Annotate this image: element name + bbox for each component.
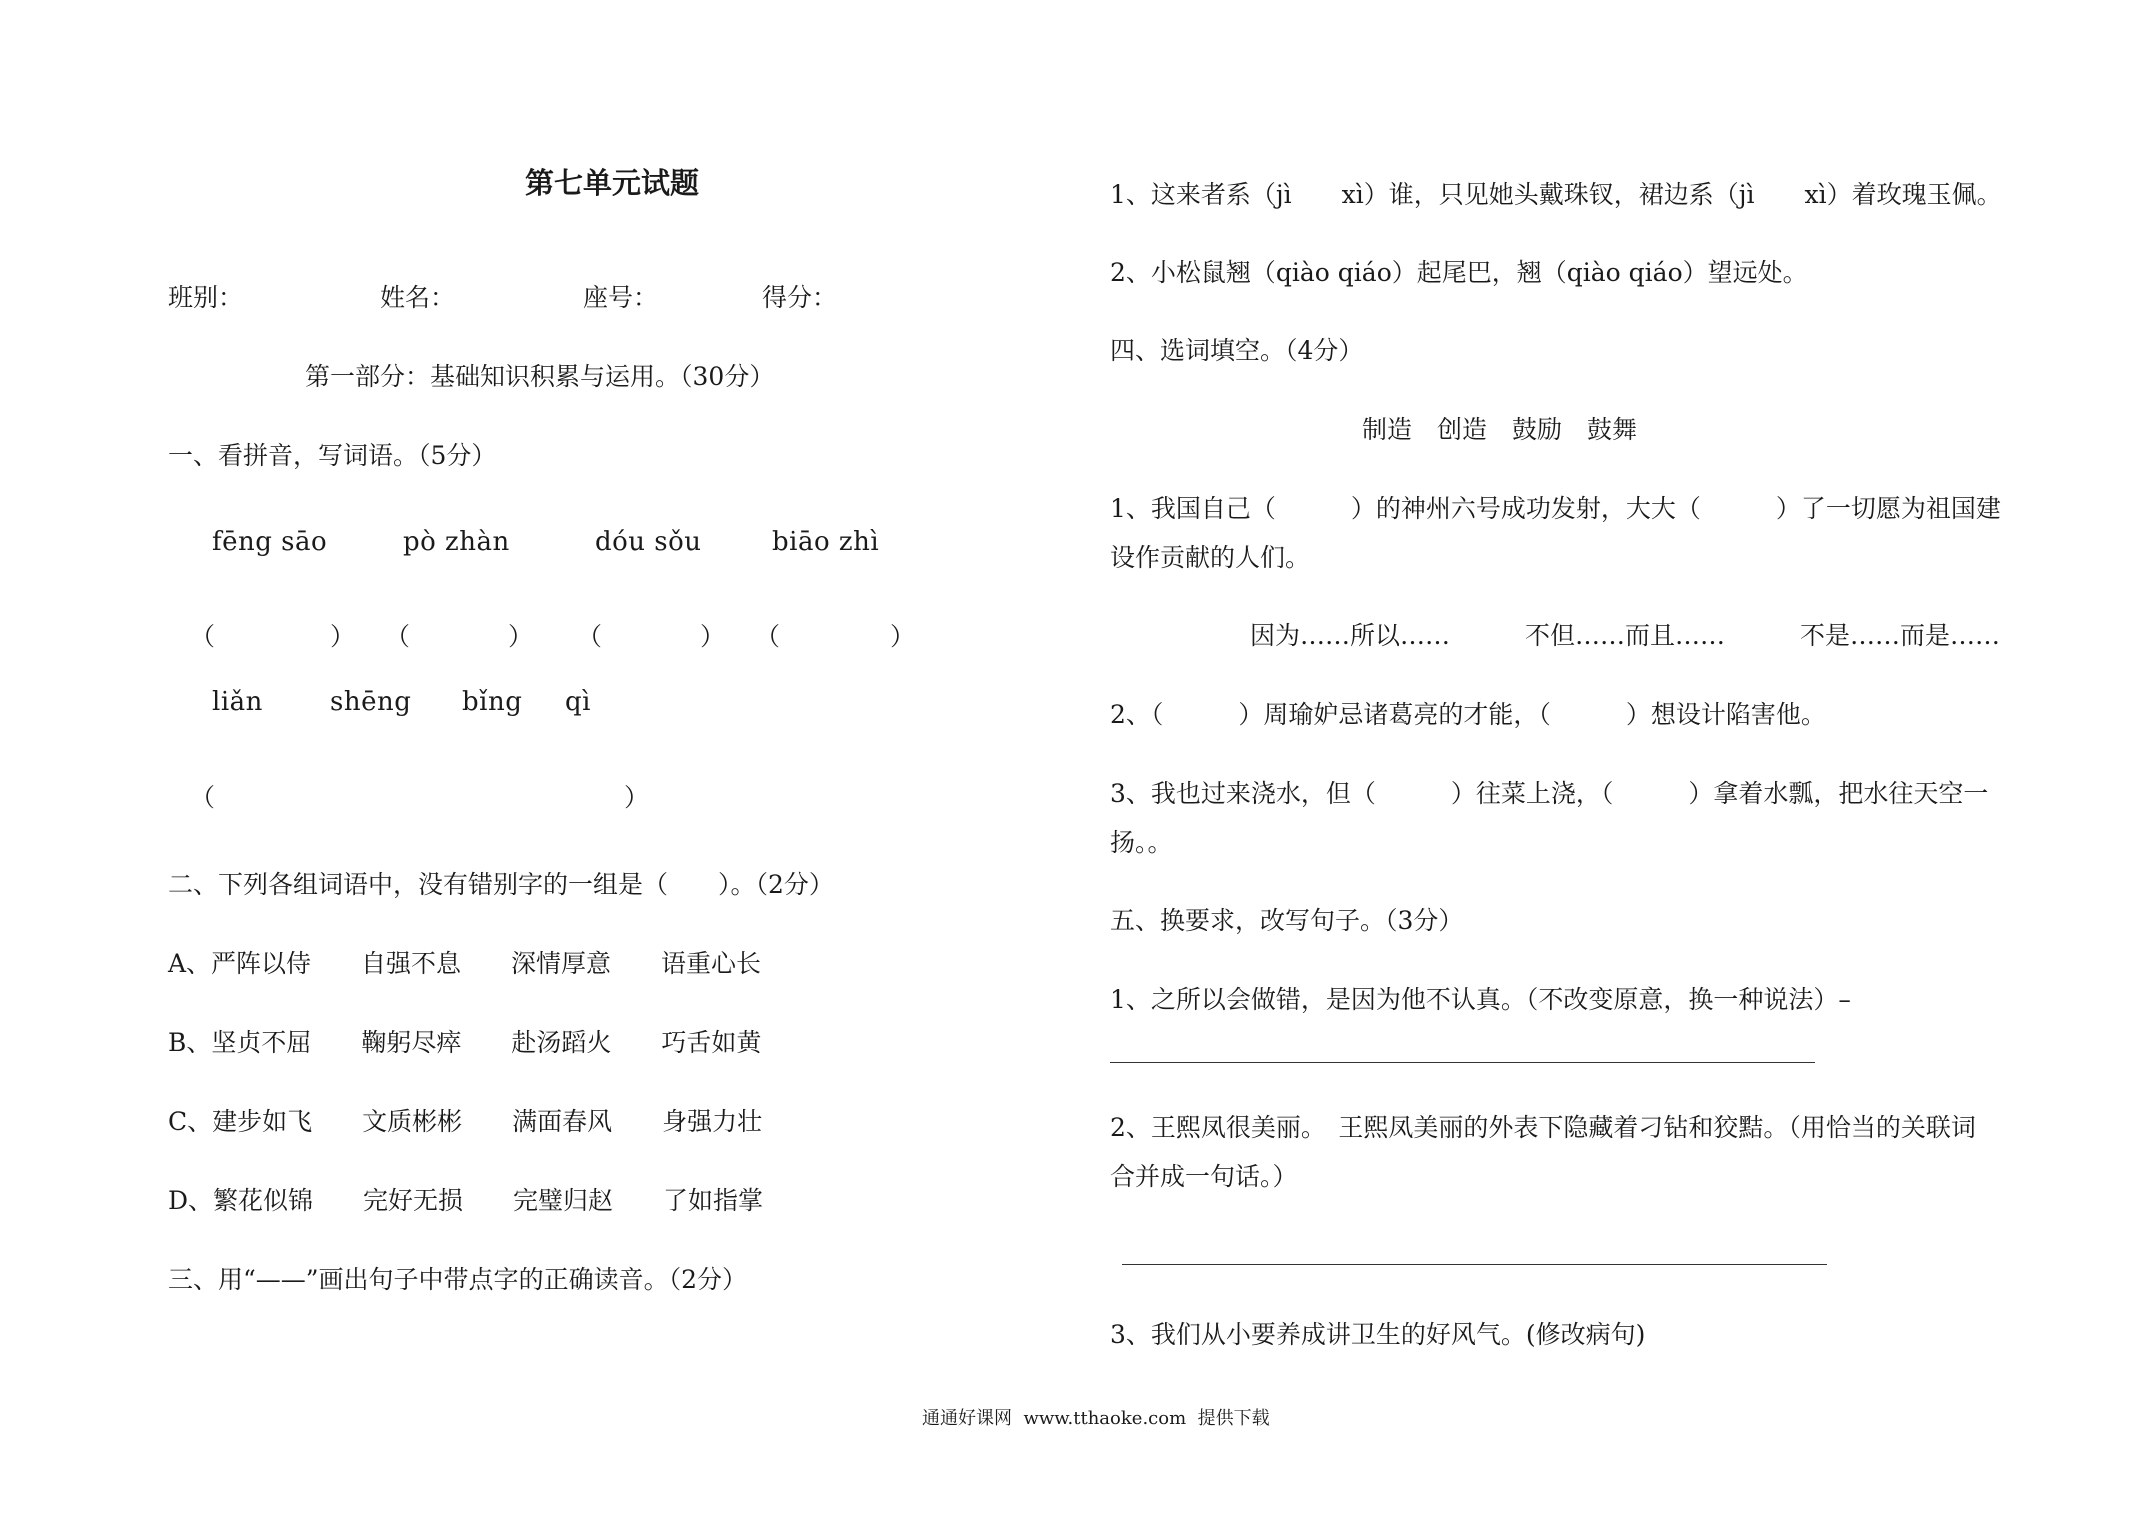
q5-sentence-1: 1、之所以会做错，是因为他不认真。（不改变原意，换一种说法）– bbox=[1110, 985, 1851, 1014]
q4-sentence-1: 1、我国自己（ ）的神州六号成功发射，大大（ ）了一切愿为祖国建 bbox=[1110, 494, 2001, 523]
q3-heading: 三、用“——”画出句子中带点字的正确读音。（2分） bbox=[168, 1265, 747, 1294]
score-label: 得分： bbox=[762, 283, 838, 312]
part-one-heading: 第一部分：基础知识积累与运用。（30分） bbox=[305, 362, 775, 391]
q5-sentence-2-cont: 合并成一句话。） bbox=[1110, 1162, 1298, 1191]
q2-option-c: C、建步如飞 文质彬彬 满面春风 身强力壮 bbox=[168, 1107, 763, 1136]
q4-conjunction-bank: 因为……所以…… 不但……而且…… 不是……而是…… bbox=[1250, 621, 2001, 650]
answer-line bbox=[1122, 1264, 1827, 1265]
pinyin: pò zhàn bbox=[403, 527, 510, 557]
answer-blank-open: （ bbox=[190, 783, 216, 812]
q5-sentence-3: 3、我们从小要养成讲卫生的好风气。(修改病句) bbox=[1110, 1320, 1646, 1349]
q5-heading: 五、换要求，改写句子。（3分） bbox=[1110, 906, 1464, 935]
q3-sentence-2: 2、小松鼠翘（qiào qiáo）起尾巴，翘（qiào qiáo）望远处。 bbox=[1110, 258, 1808, 287]
answer-blank-open: （ bbox=[755, 622, 781, 651]
q2-option-a: A、严阵以侍 自强不息 深情厚意 语重心长 bbox=[168, 949, 762, 978]
answer-blank-close: ） bbox=[508, 622, 534, 651]
answer-blank-open: （ bbox=[385, 622, 411, 651]
answer-blank-open: （ bbox=[190, 622, 216, 651]
pinyin: bǐng bbox=[462, 687, 523, 717]
pinyin: dóu sǒu bbox=[595, 527, 702, 557]
pinyin: liǎn bbox=[212, 687, 263, 717]
footer-credit: 通通好课网 www.tthaoke.com 提供下载 bbox=[922, 1408, 1270, 1429]
class-label: 班别： bbox=[168, 283, 244, 312]
page-title: 第七单元试题 bbox=[525, 166, 700, 200]
q4-sentence-3: 3、我也过来浇水，但（ ）往菜上浇，（ ）拿着水瓢，把水往天空一 bbox=[1110, 779, 1989, 808]
seat-label: 座号： bbox=[583, 283, 659, 312]
pinyin: fēng sāo bbox=[212, 527, 328, 557]
q2-option-d: D、繁花似锦 完好无损 完璧归赵 了如指掌 bbox=[168, 1186, 764, 1215]
answer-blank-close: ） bbox=[700, 622, 726, 651]
pinyin: biāo zhì bbox=[772, 527, 880, 557]
name-label: 姓名： bbox=[380, 283, 456, 312]
answer-line bbox=[1110, 1062, 1815, 1063]
q2-heading: 二、下列各组词语中，没有错别字的一组是（ ）。（2分） bbox=[168, 870, 834, 899]
q4-sentence-3-cont: 扬。。 bbox=[1110, 828, 1173, 857]
q4-sentence-2: 2、（ ）周瑜妒忌诸葛亮的才能，（ ）想设计陷害他。 bbox=[1110, 700, 1826, 729]
pinyin: qì bbox=[565, 687, 591, 717]
q4-heading: 四、选词填空。（4分） bbox=[1110, 336, 1364, 365]
q2-option-b: B、坚贞不屈 鞠躬尽瘁 赴汤蹈火 巧舌如黄 bbox=[168, 1028, 762, 1057]
q4-word-bank: 制造 创造 鼓励 鼓舞 bbox=[1362, 415, 1638, 444]
answer-blank-open: （ bbox=[577, 622, 603, 651]
q1-heading: 一、看拼音，写词语。（5分） bbox=[168, 441, 497, 470]
pinyin: shēng bbox=[330, 687, 412, 717]
answer-blank-close: ） bbox=[624, 783, 650, 812]
q3-sentence-1: 1、这来者系（jì xì）谁，只见她头戴珠钗，裙边系（jì xì）着玫瑰玉佩。 bbox=[1110, 180, 2002, 209]
answer-blank-close: ） bbox=[330, 622, 356, 651]
answer-blank-close: ） bbox=[890, 622, 916, 651]
q4-sentence-1-cont: 设作贡献的人们。 bbox=[1110, 543, 1311, 572]
q5-sentence-2: 2、王熙凤很美丽。 王熙凤美丽的外表下隐藏着刁钻和狡黠。（用恰当的关联词 bbox=[1110, 1113, 1976, 1142]
